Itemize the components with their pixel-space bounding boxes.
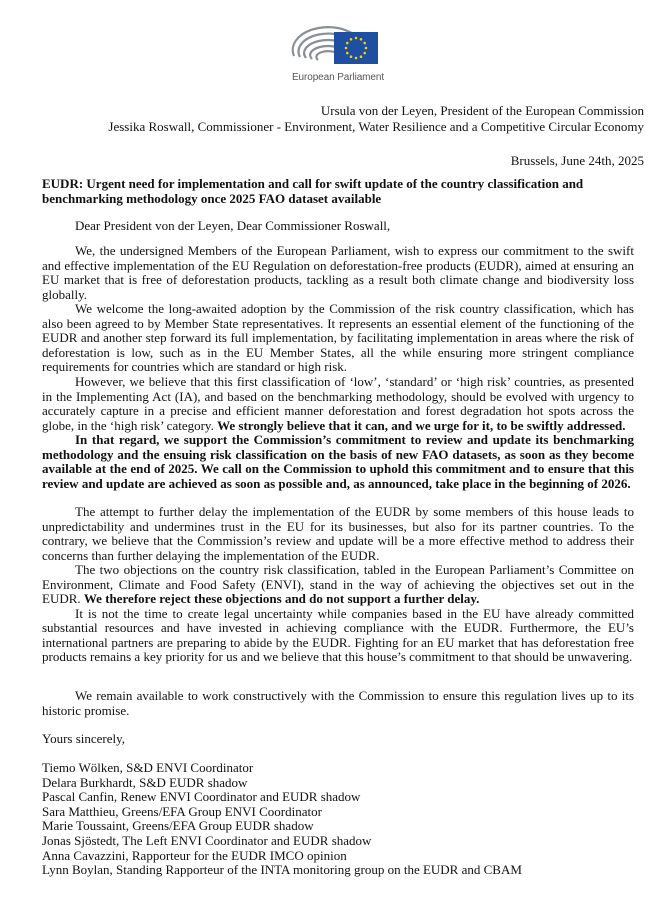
paragraph	[42, 375, 634, 433]
body-section	[42, 244, 634, 375]
body-section	[42, 505, 634, 665]
paragraph: The attempt to further delay the implementation of the EUDR by some members of this house leads to unpredictability and undermines trust in the EU for its businesses, but also for its partner countries. To the contrary, we believe that the Commission’s review and update will be a more effective method to address their concerns than further delaying the implementation of the EUDR.	[42, 504, 634, 563]
salutation: Dear President von der Leyen, Dear Commissioner Roswall,	[75, 218, 391, 233]
paragraph-emphasis: We therefore reject these objections and do not support a further delay.	[83, 591, 480, 606]
paragraph-text: However, we believe that this first classification of ‘low’, ‘standard’ or ‘high risk’ countries, as presented in the Implementing Act (IA), and based on the benchmarking methodology, should be evolved with urgency to accurately capture in a precise and efficient manner deforestation and forest degradation hot spots across the globe, in the ‘high risk’ category.	[42, 374, 634, 433]
recipient-line: Jessika Roswall, Commissioner - Environment, Water Resilience and a Competitive Circular Economy	[108, 119, 644, 134]
signatory-list	[42, 761, 522, 878]
signatory: Lynn Boylan, Standing Rapporteur of the INTA monitoring group on the EUDR and CBAM	[42, 862, 522, 878]
letter-date: Brussels, June 24th, 2025	[510, 153, 644, 168]
paragraph: It is not the time to create legal uncertainty while companies based in the EU have already committed substantial resources and have invested in achieving compliance with the EUDR. Furthermore, the EU’s international partners are preparing to abide by the EUDR. Fighting for an EU market that has deforestation free products remains a key priority for us and we believe that this house’s commitment to that should be unwavering.	[42, 605, 634, 664]
signatory: Anna Cavazzini, Rapporteur for the EUDR IMCO opinion	[42, 847, 347, 863]
recipient-line: Ursula von der Leyen, President of the European Commission	[320, 103, 644, 118]
logo-caption: European Parliament	[291, 72, 385, 83]
signatory: Tiemo Wölken, S&D ENVI Coordinator	[42, 760, 254, 775]
signatory: Jonas Sjöstedt, The Left ENVI Coordinator and EUDR shadow	[42, 832, 372, 848]
body-section	[42, 689, 634, 718]
closing: Yours sincerely,	[42, 731, 126, 746]
paragraph-text: The two objections on the country risk classification, tabled in the European Parliament’s Committee on Environment, Climate and Food Safety (ENVI), stand in the way of achieving the objectives set out in the EUDR.	[42, 562, 634, 606]
signatory: Delara Burkhardt, S&D EUDR shadow	[42, 774, 248, 790]
paragraph: We, the undersigned Members of the European Parliament, wish to express our commitment to the swift and effective implementation of the EU Regulation on deforestation-free products (EUDR), aimed at ensuring an EU market that is free of deforestation products, tackling as a result both climate change and biodiversity loss globally.	[42, 243, 634, 302]
letter-subject: EUDR: Urgent need for implementation and call for swift update of the country classification and benchmarking methodology once 2025 FAO dataset available	[42, 176, 584, 206]
paragraph	[42, 563, 634, 607]
signatory: Marie Toussaint, Greens/EFA Group EUDR shadow	[42, 818, 314, 834]
paragraph-emphasis: In that regard, we support the Commission’s commitment to review and update its benchmarking methodology and the ensuing risk classification on the basis of new FAO datasets, as soon as they become available at the end of 2025. We call on the Commission to uphold this commitment and to ensure that this review and update are achieved as soon as possible and, as announced, take place in the beginning of 2026.	[42, 432, 634, 491]
signatory: Sara Matthieu, Greens/EFA Group ENVI Coordinator	[42, 803, 322, 819]
paragraph	[42, 433, 634, 491]
signatory: Pascal Canfin, Renew ENVI Coordinator and EUDR shadow	[42, 789, 361, 805]
paragraph: We remain available to work constructively with the Commission to ensure this regulation lives up to its historic promise.	[42, 688, 634, 718]
body-section	[42, 375, 634, 491]
hemicycle-flag-icon	[288, 22, 384, 74]
paragraph: We welcome the long-awaited adoption by the Commission of the risk country classification, which has also been agreed to by Member State representatives. It represents an essential element of the functioning of the EUDR and another step forward its full implementation, by facilitating implementation in areas where the risk of deforestation is low, such as in the EU Member States, all the while ensuring more stringent compliance requirements for countries which are standard or high risk.	[42, 301, 634, 374]
paragraph-emphasis: We strongly believe that it can, and we urge for it, to be swiftly addressed.	[217, 417, 626, 433]
